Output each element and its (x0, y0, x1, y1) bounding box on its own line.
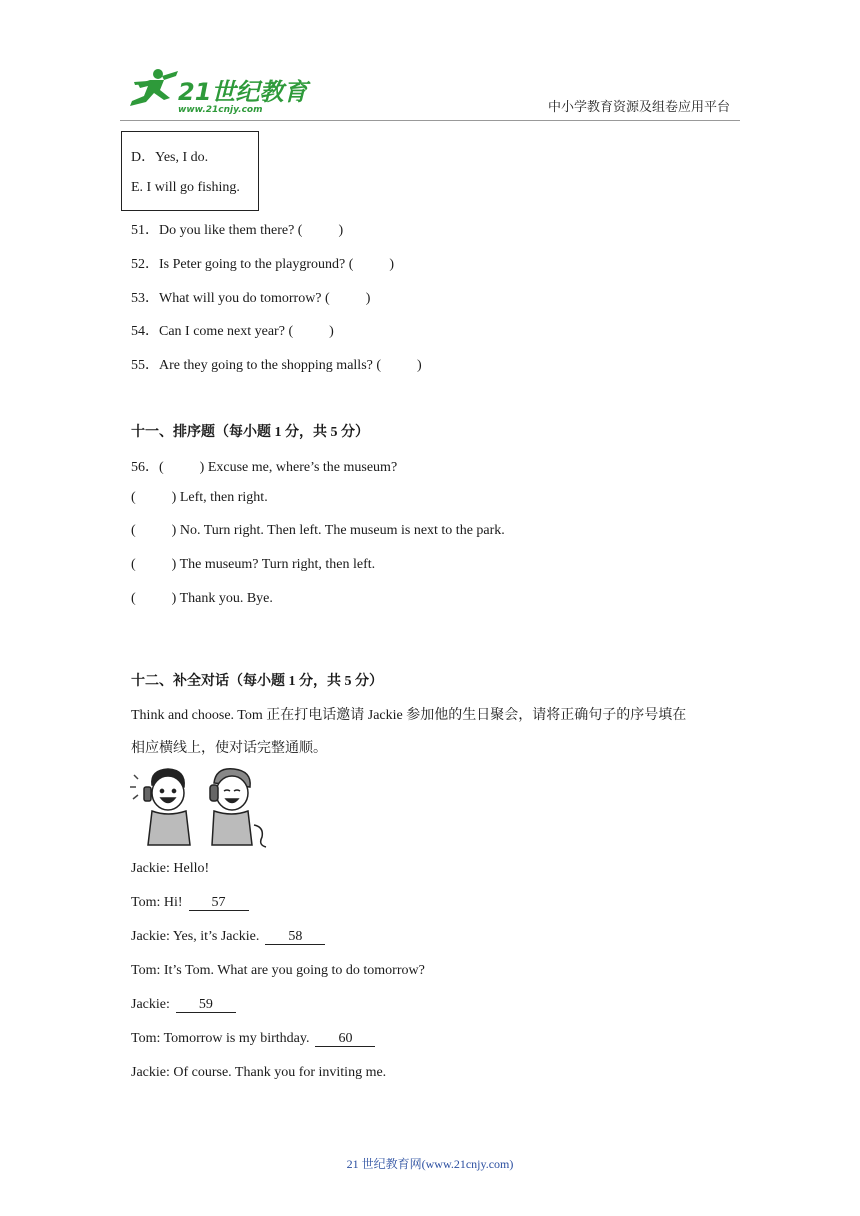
dialog-line: Jackie: 59 (131, 997, 236, 1013)
answer-blank-60[interactable]: 60 (315, 1032, 375, 1047)
dialog-line: Tom: Tomorrow is my birthday. 60 (131, 1031, 375, 1047)
ordering-item: ( ) The museum? Turn right, then left. (131, 557, 376, 572)
ordering-item: ( ) Left, then right. (131, 490, 268, 505)
runner-icon (130, 69, 178, 106)
question-52: 52．Is Peter going to the playground? ( ) (131, 257, 395, 272)
section-12-intro: Think and choose. Tom 正在打电话邀请 Jackie 参加他的生日聚会，请将正确句子的序号填在 (131, 708, 687, 723)
header-platform-text: 中小学教育资源及组卷应用平台 (548, 99, 731, 114)
dialog-line: Jackie: Of course. Thank you for inviting me. (131, 1065, 387, 1080)
option-e: E. I will go fishing. (131, 180, 240, 195)
boy-left-icon (130, 769, 190, 845)
logo-url: www.21cnjy.com (178, 105, 263, 115)
option-d: D．Yes, I do. (131, 150, 209, 165)
ordering-item: ( ) Thank you. Bye. (131, 591, 273, 606)
dialog-line: Jackie: Yes, it’s Jackie. 58 (131, 929, 325, 945)
dialog-line: Tom: Hi! 57 (131, 895, 249, 911)
ordering-item: 56．( ) Excuse me, where’s the museum? (131, 460, 398, 475)
logo-text: 21世纪教育 (178, 78, 308, 106)
question-54: 54．Can I come next year? ( ) (131, 324, 334, 339)
site-logo (120, 68, 308, 116)
answer-blank-58[interactable]: 58 (265, 930, 325, 945)
ordering-item: ( ) No. Turn right. Then left. The museum is next to the park. (131, 523, 505, 538)
page-footer: 21 世纪教育网(www.21cnjy.com) (346, 1157, 514, 1171)
answer-blank-57[interactable]: 57 (189, 896, 249, 911)
question-55: 55．Are they going to the shopping malls? ( ) (131, 358, 422, 373)
dialog-line: Jackie: Hello! (131, 861, 210, 876)
question-51: 51．Do you like them there? ( ) (131, 223, 344, 238)
options-box (121, 131, 259, 211)
boy-right-icon (210, 769, 266, 847)
section-12-title: 十二、补全对话（每小题 1 分，共 5 分） (131, 674, 383, 689)
dialog-line: Tom: It’s Tom. What are you going to do tomorrow? (131, 963, 425, 978)
section-12-intro-cont: 相应横线上，使对话完整通顺。 (131, 741, 327, 756)
section-11-title: 十一、排序题（每小题 1 分，共 5 分） (131, 425, 369, 440)
question-53: 53．What will you do tomorrow? ( ) (131, 291, 371, 306)
answer-blank-59[interactable]: 59 (176, 998, 236, 1013)
phone-call-illustration (130, 765, 270, 850)
header-divider (120, 120, 740, 121)
